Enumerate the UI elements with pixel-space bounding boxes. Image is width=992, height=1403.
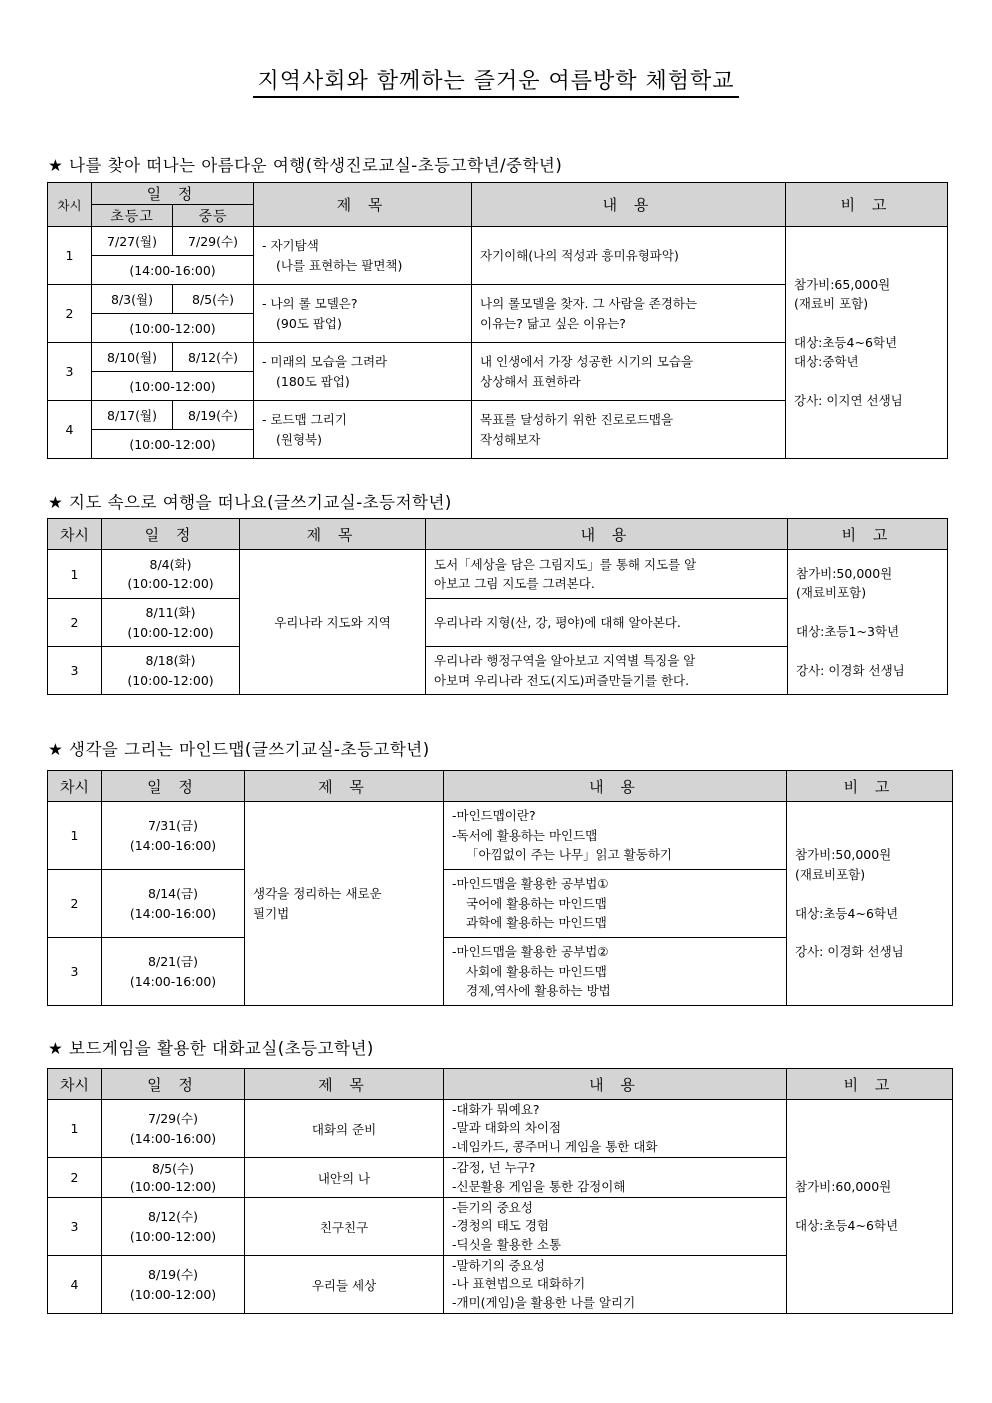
time-cell: (10:00-12:00) bbox=[92, 430, 254, 459]
table-row bbox=[48, 227, 948, 256]
date-mid: 7/29(수) bbox=[173, 227, 254, 256]
subject-cell: - 자기탐색 (나를 표현하는 팔면책) bbox=[254, 227, 472, 285]
header-session: 차시 bbox=[48, 771, 102, 802]
subject-cell: 내안의 나 bbox=[245, 1158, 444, 1198]
header-schedule: 일 정 bbox=[102, 1069, 245, 1100]
subject-cell: - 나의 롤 모델은? (90도 팝업) bbox=[254, 285, 472, 343]
content-cell: 나의 롤모델을 찾자. 그 사람을 존경하는 이유는? 닮고 싶은 이유는? bbox=[472, 285, 786, 343]
header-note: 비 고 bbox=[787, 1069, 953, 1100]
section-heading-map: ★ 지도 속으로 여행을 떠나요(글쓰기교실-초등저학년) bbox=[48, 493, 452, 512]
section-heading-mindmap: ★ 생각을 그리는 마인드맵(글쓰기교실-초등고학년) bbox=[48, 740, 430, 759]
session-number: 4 bbox=[48, 1256, 102, 1314]
boardgame-schedule-table bbox=[47, 1068, 953, 1314]
content-cell: 도서「세상을 담은 그림지도」를 통해 지도를 알 아보고 그림 지도를 그려본다. bbox=[426, 550, 788, 599]
subject-cell: 대화의 준비 bbox=[245, 1100, 444, 1158]
note-cell: 참가비:60,000원 대상:초등4~6학년 bbox=[787, 1100, 953, 1314]
header-content: 내 용 bbox=[426, 519, 788, 550]
header-elem: 초등고 bbox=[92, 205, 173, 227]
header-mid: 중등 bbox=[173, 205, 254, 227]
career-schedule-table bbox=[47, 182, 948, 459]
section-heading-career: ★ 나를 찾아 떠나는 아름다운 여행(학생진로교실-초등고학년/중학년) bbox=[48, 156, 563, 175]
header-schedule: 일 정 bbox=[102, 771, 245, 802]
content-cell: -대화가 뭐예요? -말과 대화의 차이점 -네임카드, 콩주머니 게임을 통한 대화 bbox=[444, 1100, 787, 1158]
map-schedule-table bbox=[47, 518, 948, 695]
page-title: 지역사회와 함께하는 즐거운 여름방학 체험학교 bbox=[0, 64, 992, 95]
subject-cell: 우리들 세상 bbox=[245, 1256, 444, 1314]
content-cell: 자기이해(나의 적성과 흥미유형파악) bbox=[472, 227, 786, 285]
date-mid: 8/19(수) bbox=[173, 401, 254, 430]
content-cell: -듣기의 중요성 -경청의 태도 경험 -딕싯을 활용한 소통 bbox=[444, 1198, 787, 1256]
date-cell: 7/29(수) (14:00-16:00) bbox=[102, 1100, 245, 1158]
header-session: 차시 bbox=[48, 183, 92, 227]
header-note: 비 고 bbox=[786, 183, 948, 227]
header-content: 내 용 bbox=[444, 771, 787, 802]
content-cell: 우리나라 지형(산, 강, 평야)에 대해 알아본다. bbox=[426, 599, 788, 647]
session-number: 3 bbox=[48, 343, 92, 401]
session-number: 3 bbox=[48, 647, 102, 695]
content-cell: 내 인생에서 가장 성공한 시기의 모습을 상상해서 표현하라 bbox=[472, 343, 786, 401]
session-number: 1 bbox=[48, 550, 102, 599]
date-mid: 8/5(수) bbox=[173, 285, 254, 314]
header-content: 내 용 bbox=[444, 1069, 787, 1100]
date-cell: 8/5(수) (10:00-12:00) bbox=[102, 1158, 245, 1198]
date-elem: 8/17(월) bbox=[92, 401, 173, 430]
content-cell: -마인드맵을 활용한 공부법① 국어에 활용하는 마인드맵 과학에 활용하는 마인드맵 bbox=[444, 870, 787, 938]
content-cell: 우리나라 행정구역을 알아보고 지역별 특징을 알 아보며 우리나라 전도(지도)퍼즐만들기를 한다. bbox=[426, 647, 788, 695]
session-number: 2 bbox=[48, 1158, 102, 1198]
header-note: 비 고 bbox=[787, 771, 953, 802]
table-row bbox=[48, 550, 948, 599]
subject-cell: 친구친구 bbox=[245, 1198, 444, 1256]
content-cell: -마인드맵이란? -독서에 활용하는 마인드맵 「아낌없이 주는 나무」읽고 활동하기 bbox=[444, 802, 787, 870]
subject-cell: 우리나라 지도와 지역 bbox=[240, 550, 426, 695]
date-elem: 7/27(월) bbox=[92, 227, 173, 256]
date-cell: 8/4(화) (10:00-12:00) bbox=[102, 550, 240, 599]
session-number: 1 bbox=[48, 227, 92, 285]
date-cell: 8/19(수) (10:00-12:00) bbox=[102, 1256, 245, 1314]
content-cell: -감정, 넌 누구? -신문활용 게임을 통한 감정이해 bbox=[444, 1158, 787, 1198]
time-cell: (14:00-16:00) bbox=[92, 256, 254, 285]
content-cell: -마인드맵을 활용한 공부법② 사회에 활용하는 마인드맵 경제,역사에 활용하는 방법 bbox=[444, 938, 787, 1006]
date-cell: 8/11(화) (10:00-12:00) bbox=[102, 599, 240, 647]
header-schedule: 일 정 bbox=[102, 519, 240, 550]
date-cell: 8/18(화) (10:00-12:00) bbox=[102, 647, 240, 695]
date-cell: 8/12(수) (10:00-12:00) bbox=[102, 1198, 245, 1256]
header-subject: 제 목 bbox=[240, 519, 426, 550]
subject-cell: - 미래의 모습을 그려라 (180도 팝업) bbox=[254, 343, 472, 401]
session-number: 2 bbox=[48, 285, 92, 343]
mindmap-schedule-table bbox=[47, 770, 953, 1006]
session-number: 3 bbox=[48, 1198, 102, 1256]
header-subject: 제 목 bbox=[245, 1069, 444, 1100]
session-number: 3 bbox=[48, 938, 102, 1006]
session-number: 2 bbox=[48, 599, 102, 647]
date-elem: 8/10(월) bbox=[92, 343, 173, 372]
header-note: 비 고 bbox=[788, 519, 948, 550]
time-cell: (10:00-12:00) bbox=[92, 314, 254, 343]
date-elem: 8/3(월) bbox=[92, 285, 173, 314]
table-row bbox=[48, 802, 953, 870]
content-cell: -말하기의 중요성 -나 표현법으로 대화하기 -개미(게임)을 활용한 나를 알리기 bbox=[444, 1256, 787, 1314]
header-subject: 제 목 bbox=[245, 771, 444, 802]
subject-cell: - 로드맵 그리기 (원형북) bbox=[254, 401, 472, 459]
header-subject: 제 목 bbox=[254, 183, 472, 227]
note-cell: 참가비:65,000원 (재료비 포함) 대상:초등4~6학년 대상:중학년 강사: 이지연 선생님 bbox=[786, 227, 948, 459]
header-session: 차시 bbox=[48, 519, 102, 550]
session-number: 2 bbox=[48, 870, 102, 938]
content-cell: 목표를 달성하기 위한 진로로드맵을 작성해보자 bbox=[472, 401, 786, 459]
header-session: 차시 bbox=[48, 1069, 102, 1100]
session-number: 1 bbox=[48, 1100, 102, 1158]
note-cell: 참가비:50,000원 (재료비포함) 대상:초등1~3학년 강사: 이경화 선생님 bbox=[788, 550, 948, 695]
section-heading-boardgame: ★ 보드게임을 활용한 대화교실(초등고학년) bbox=[48, 1039, 374, 1058]
time-cell: (10:00-12:00) bbox=[92, 372, 254, 401]
date-cell: 8/14(금) (14:00-16:00) bbox=[102, 870, 245, 938]
header-schedule: 일 정 bbox=[92, 183, 254, 205]
date-mid: 8/12(수) bbox=[173, 343, 254, 372]
header-content: 내 용 bbox=[472, 183, 786, 227]
session-number: 4 bbox=[48, 401, 92, 459]
table-row bbox=[48, 1100, 953, 1158]
date-cell: 7/31(금) (14:00-16:00) bbox=[102, 802, 245, 870]
session-number: 1 bbox=[48, 802, 102, 870]
subject-cell: 생각을 정리하는 새로운 필기법 bbox=[245, 802, 444, 1006]
note-cell: 참가비:50,000원 (재료비포함) 대상:초등4~6학년 강사: 이경화 선생님 bbox=[787, 802, 953, 1006]
date-cell: 8/21(금) (14:00-16:00) bbox=[102, 938, 245, 1006]
